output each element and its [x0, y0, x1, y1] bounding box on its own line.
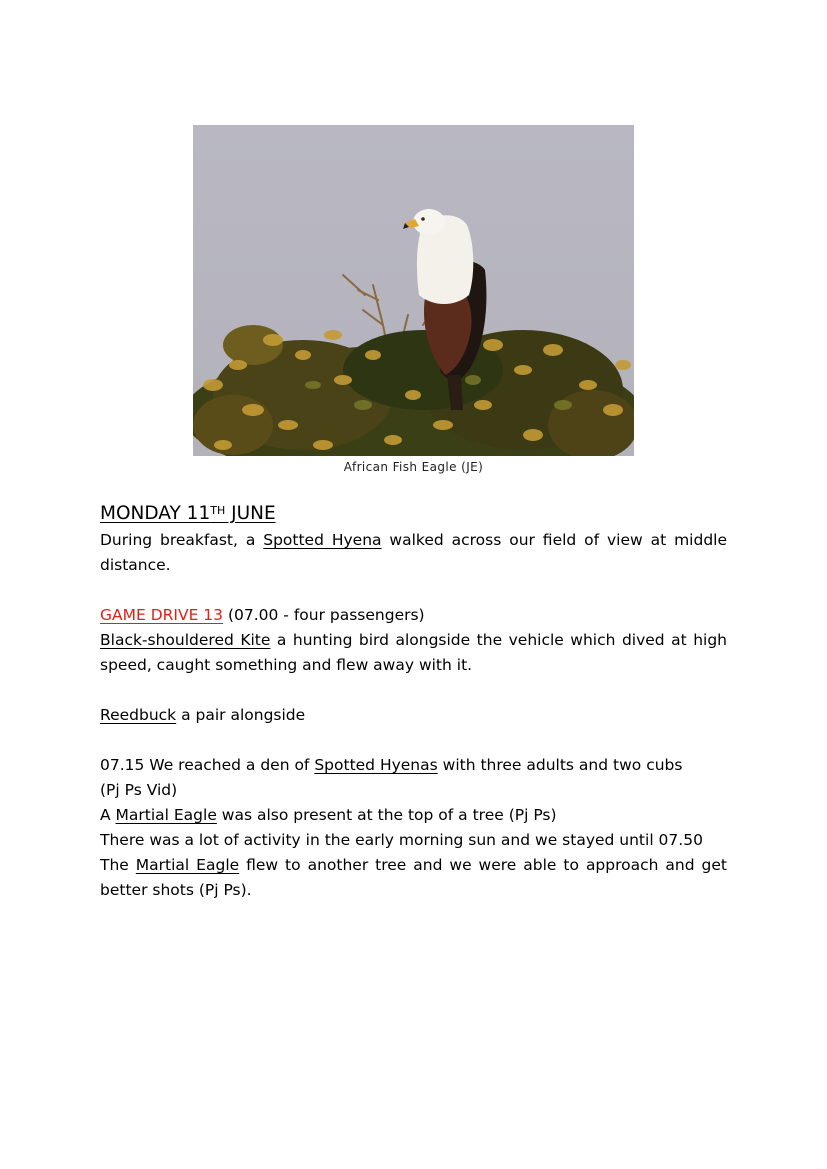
spacer [100, 678, 727, 703]
day-heading-superscript: TH [210, 504, 226, 517]
photo-caption: African Fish Eagle (JE) [343, 460, 484, 474]
species-spotted-hyena: Spotted Hyena [263, 531, 382, 549]
day-heading [100, 500, 727, 528]
species-spotted-hyenas: Spotted Hyenas [314, 756, 438, 774]
african-fish-eagle-image [193, 125, 634, 456]
martial-eagle-line [100, 803, 727, 828]
spacer [100, 728, 727, 753]
kite-text: a hunting bird alongside the vehicle which dived at high speed, caught something and flew away with it. [100, 631, 727, 674]
martial-text-after: was also present at the top of a tree (Pj Ps) [216, 806, 557, 824]
eagle-photo [193, 125, 634, 456]
species-reedbuck: Reedbuck [100, 706, 177, 724]
flight-text-after: flew to another tree and we were able to approach and get better shots (Pj Ps). [100, 856, 727, 899]
hyena-den-line-1 [100, 753, 727, 778]
species-black-shouldered-kite: Black-shouldered Kite [100, 631, 271, 649]
spacer [100, 578, 727, 603]
game-drive-label: GAME DRIVE 13 [100, 606, 224, 624]
martial-eagle-flight-paragraph [100, 853, 727, 903]
day-heading-month: JUNE [225, 503, 276, 524]
species-martial-eagle: Martial Eagle [115, 806, 217, 824]
activity-line: There was a lot of activity in the early morning sun and we stayed until 07.50 [100, 831, 703, 849]
breakfast-text-after: walked across our field of view at middle distance. [100, 531, 728, 574]
hyena-den-line-2: (Pj Ps Vid) [100, 781, 178, 799]
game-drive-heading [100, 603, 727, 628]
breakfast-text-before: During breakfast, a [100, 531, 264, 549]
den-text-after: with three adults and two cubs [437, 756, 683, 774]
den-text-before: 07.15 We reached a den of [100, 756, 315, 774]
flight-text-before: The [100, 856, 136, 874]
day-heading-day: MONDAY 11 [100, 503, 211, 524]
species-martial-eagle-2: Martial Eagle [135, 856, 240, 874]
breakfast-paragraph [100, 528, 727, 578]
game-drive-details: (07.00 - four passengers) [223, 606, 425, 624]
reedbuck-text: a pair alongside [176, 706, 306, 724]
martial-text-before: A [100, 806, 116, 824]
reedbuck-paragraph [100, 703, 727, 728]
kite-paragraph [100, 628, 727, 678]
journal-entry [100, 500, 727, 903]
